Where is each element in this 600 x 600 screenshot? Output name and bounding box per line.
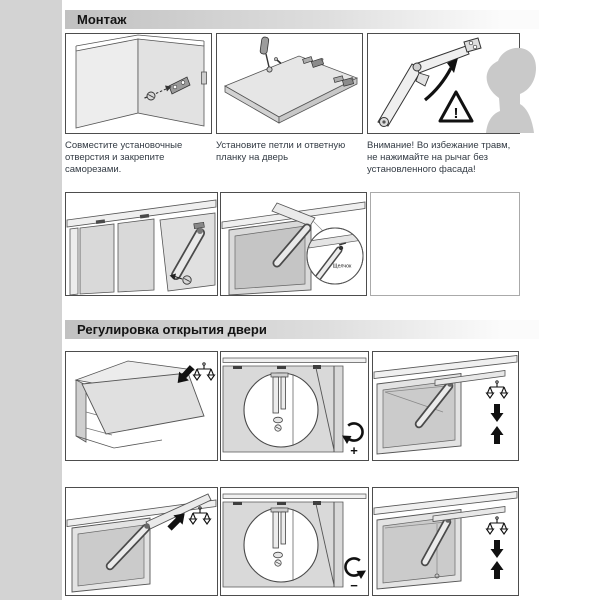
illustration-warning-lever: [368, 34, 538, 133]
illustration-attach-arm-screw: [66, 193, 217, 295]
panel-warning-lever: [367, 33, 520, 134]
illustration-door-rises: [66, 488, 217, 595]
panel-align-holes: [65, 33, 212, 134]
panel-click-latch: [220, 192, 367, 296]
person-head-icon: [486, 48, 536, 133]
illustration-balanced-open: [373, 352, 518, 460]
section-title: Монтаж: [77, 12, 127, 27]
detail-callout: [244, 373, 318, 447]
arrow-up-icon: [491, 426, 504, 444]
illustration-door-drops: [66, 352, 217, 460]
warning-exclamation: !: [453, 105, 459, 122]
screwdriver-icon: [260, 37, 272, 72]
caption-step-1: Совместите установочные отверстия и закрепите саморезами.: [65, 140, 183, 175]
illustration-click-callout: [221, 193, 366, 295]
panel-balanced-open: [372, 351, 519, 461]
illustration-align-mounting-holes: [66, 34, 211, 133]
minus-symbol: −: [350, 578, 358, 593]
arrow-down-icon: [491, 404, 504, 422]
caption-step-2: Установите петли и ответную планку на дверь: [216, 140, 346, 163]
left-margin-strip: [0, 0, 62, 600]
panel-door-drops: [65, 351, 218, 461]
panel-adjust-plus: [220, 351, 369, 461]
illustration-adjust-minus: [221, 488, 368, 595]
panel-empty: [370, 192, 520, 296]
latch-hook: [339, 246, 343, 250]
spare-screw-icon: [274, 58, 281, 64]
sagging-door: [82, 373, 204, 434]
screw-icon: [183, 276, 191, 284]
arrow-down-icon: [491, 540, 504, 558]
panel-door-rises: [65, 487, 218, 596]
rotate-counterclockwise-icon: [345, 558, 366, 579]
section-header-montage: [65, 10, 539, 29]
panel-attach-arm: [65, 192, 218, 296]
plus-symbol: +: [350, 443, 358, 458]
illustration-door-with-hinges: [217, 34, 362, 133]
section-header-adjustment: [65, 320, 539, 339]
detail-callout: [307, 228, 363, 284]
scales-icon: [487, 517, 508, 534]
arrow-up-icon: [491, 561, 504, 579]
click-label: Щелчок: [332, 263, 352, 270]
section-title: Регулировка открытия двери: [77, 322, 267, 337]
scales-icon: [487, 381, 508, 398]
illustration-balanced-open-2: [373, 488, 518, 595]
panel-install-hinges: [216, 33, 363, 134]
caption-step-3: Внимание! Во избежание травм, не нажимайте на рычаг без установленного фасада!: [367, 140, 511, 175]
panel-adjust-minus: [220, 487, 369, 596]
illustration-adjust-plus: [221, 352, 368, 460]
rotate-clockwise-icon: [342, 423, 363, 444]
panel-balanced-open-2: [372, 487, 519, 596]
hinge-plate-tab: [202, 72, 207, 84]
detail-callout: [244, 508, 318, 582]
scales-icon: [194, 363, 215, 380]
warning-triangle-icon: [440, 92, 472, 122]
